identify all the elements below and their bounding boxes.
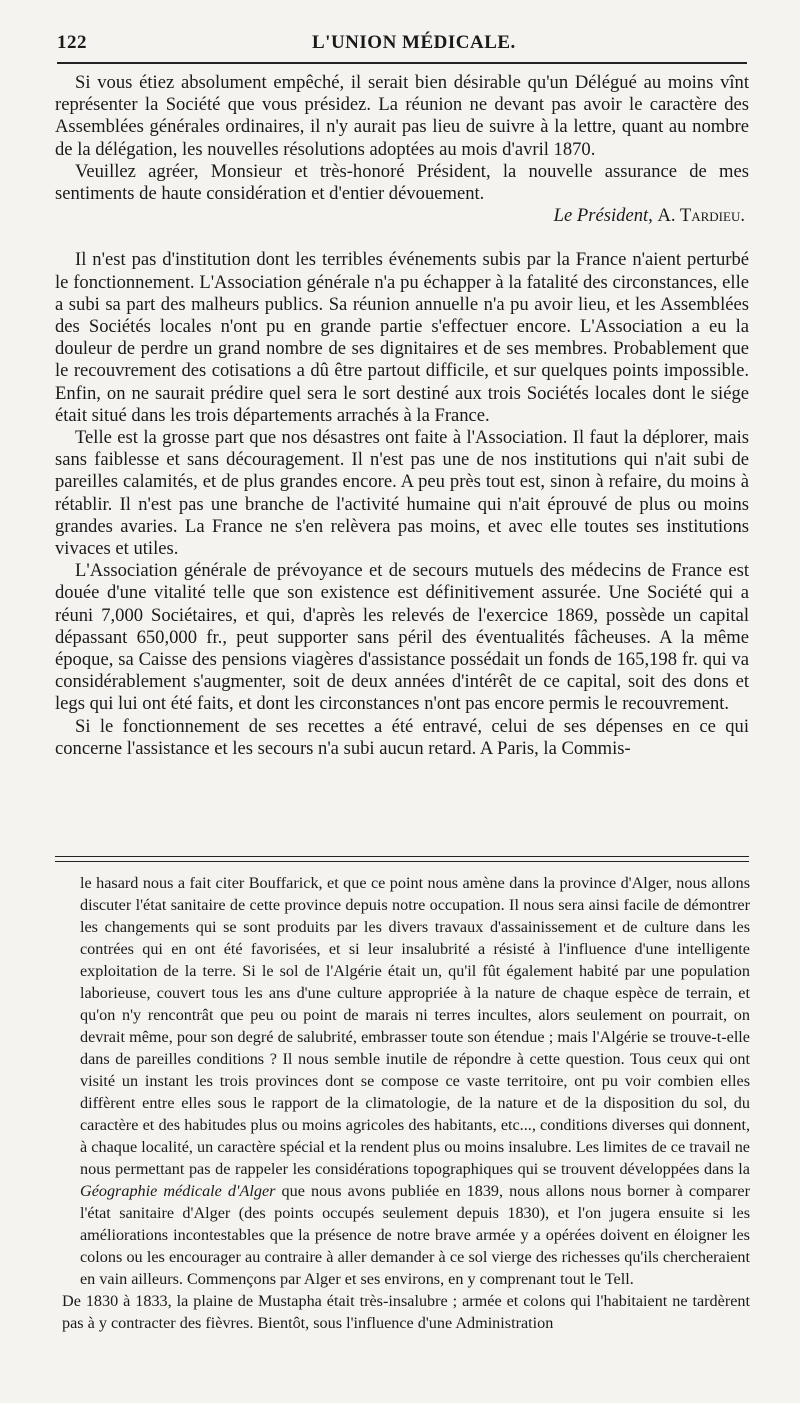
feuilleton-column [62,872,750,1334]
journal-title: L'UNION MÉDICALE. [312,32,516,53]
feuilleton-paragraph-1 [80,872,750,1290]
letter-paragraph-2: Veuillez agréer, Monsieur et très-honoré Président, la nouvelle assurance de mes sentiments de haute considération et d'entier dévouement. [55,160,749,205]
page-number: 122 [57,32,87,53]
letter-paragraph-1: Si vous étiez absolument empêché, il serait bien désirable qu'un Délégué au moins vînt représenter la Société que vous présidez. La réunion ne devant pas avoir le caractère des Assemblées générales ordinaires, il n'y aurait pas lieu de suivre à la lettre, quant au nombre de la délégation, les nouvelles résolutions adoptées au mois d'avril 1870. [55,72,749,160]
feuilleton-paragraph-2: De 1830 à 1833, la plaine de Mustapha était très-insalubre ; armée et colons qui l'habitaient ne tardèrent pas à y contracter des fièvres. Bientôt, sous l'influence d'une Administration [62,1292,750,1332]
signature [55,205,749,227]
body-paragraph-3: L'Association générale de prévoyance et de secours mutuels des médecins de France est douée d'une vitalité telle que son existence est définitivement assurée. Une Société qui a réuni 7,000 Sociétaires, et qui, d'après les relevés de l'exercice 1869, possède un capital dépassant 650,000 fr., peut supporter sans péril des éventualités fâcheuses. A la même époque, sa Caisse des pensions viagères d'assistance possédait un fonds de 165,198 fr. qui va considérablement s'augmenter, soit de deux années d'intérêt de ce capital, soit des dons et legs qui lui ont été faits, et dont les circonstances n'ont pas encore permis le recouvrement. [55,560,749,715]
feuilleton-text-b: que nous avons publiée en 1839, nous allons nous borner à comparer l'état sanitaire d'Alger (des points occupés seulement depuis 1830), et l'on jugera ensuite si les améliorations incontestables que la présence de notre brave armée y a opérées doivent en éloigner les colons ou les encourager au contraire à aller demander à ce sol vierge des richesses qu'ils chercheraient en vain ailleurs. Commençons par Alger et ses environs, en y comprenant tout le Tell. [80,1182,750,1288]
feuilleton-rule-bottom [55,861,749,862]
signature-role: Le Président, [553,205,653,227]
feuilleton-rule-top [55,856,749,857]
signature-name: A. Tardieu. [657,205,745,227]
header-rule [57,62,747,64]
page-header [57,30,747,58]
body-paragraph-4: Si le fonctionnement de ses recettes a été entravé, celui de ses dépenses en ce qui concerne l'assistance et les secours n'a subi aucun retard. A Paris, la Commis- [55,715,749,759]
book-title: Géographie médicale d'Alger [80,1182,276,1200]
body-paragraph-2: Telle est la grosse part que nos désastres ont faite à l'Association. Il faut la déplorer, mais sans faiblesse et sans découragement. Il n'est pas une de nos institutions qui n'ait subi de pareilles calamités, et de plus grandes encore. A peu près tout est, sinon à refaire, du moins à rétablir. Il n'est pas une branche de l'activité humaine qui n'ait éprouvé de plus ou moins grandes avaries. La France ne s'en relèvera pas moins, et avec elle toutes ses institutions vivaces et utiles. [55,427,749,560]
main-column [55,72,749,760]
feuilleton-text-a: le hasard nous a fait citer Bouffarick, et que ce point nous amène dans la province d'Alger, nous allons discuter l'état sanitaire de cette province depuis notre occupation. Il nous sera ainsi facile de démontrer les changements qui se sont produits par les divers travaux d'assainissement et de culture dans les contrées qui en ont été favorisées, et si leur insalubrité a résisté à l'influence d'une intelligente exploitation de la terre. Si le sol de l'Algérie était un, qu'il fût également habité par une population laborieuse, couvert tous les ans d'une culture appropriée à la nature de chaque espèce de terrain, et qu'on n'y rencontrât que peu ou point de marais ni terres incultes, alors seulement on pourrait, on devrait même, pour son degré de salubrité, embrasser toute son étendue ; mais l'Algérie se trouve-t-elle dans de pareilles conditions ? Il nous semble inutile de répondre à cette question. Tous ceux qui ont visité un instant les trois provinces dont se compose ce vaste territoire, ont pu voir combien elles diffèrent entre elles sous le rapport de la climatologie, de la nature et de la disposition du sol, du caractère et des habitudes plus ou moins agricoles des habitants, etc..., conditions diverses qui donnent, à chaque localité, un caractère spécial et la rendent plus ou moins insalubre. Les limites de ce travail ne nous permettant pas de rappeler les considérations topographiques qui se trouvent développées dans la [80,874,750,1178]
body-paragraph-1: Il n'est pas d'institution dont les terribles événements subis par la France n'aient perturbé le fonctionnement. L'Association générale n'a pu échapper à la fatalité des circonstances, elle a subi sa part des malheurs publics. Sa réunion annuelle n'a pu avoir lieu, et les Assemblées des Sociétés locales n'ont pu en grande partie s'effectuer encore. L'Association a eu la douleur de perdre un grand nombre de ses dignitaires et de ses membres. Probablement que le recouvrement des cotisations a dû être partout difficile, et sur quelques points impossible. Enfin, on ne saurait prédire quel sera le sort destiné aux trois Sociétés locales dont le siége était situé dans les trois départements arrachés à la France. [55,249,749,426]
